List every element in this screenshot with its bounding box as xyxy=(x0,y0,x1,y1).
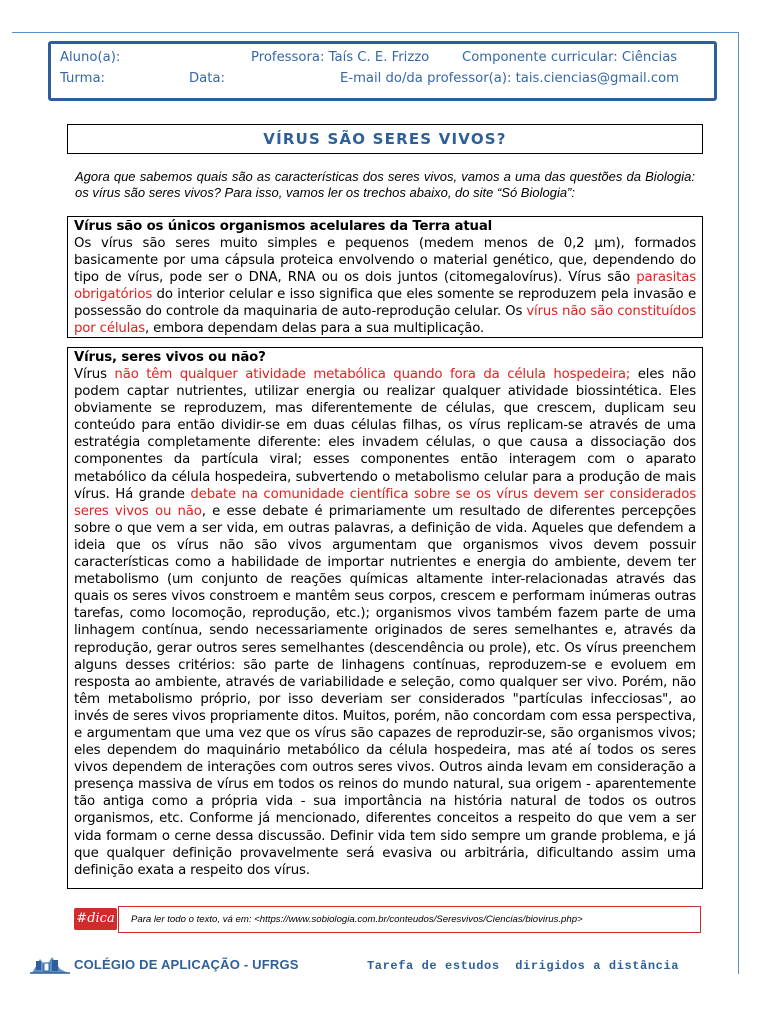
email-label: E-mail do/da professor(a): tais.ciencias@gmail.com xyxy=(340,71,680,86)
componente-label: Componente curricular: Ciências xyxy=(462,50,678,65)
professora-label: Professora: Taís C. E. Frizzo xyxy=(251,50,430,65)
school-logo-icon xyxy=(30,953,70,975)
intro-text: Agora que sabemos quais são as características dos seres vivos, vamos a uma das questões da Biologia: os vírus são seres vivos? Para isso, vamos ler os trechos abaixo, do site “Só Biologia”: xyxy=(75,169,695,200)
highlight-text: não têm qualquer atividade metabólica quando fora da célula hospedeira; xyxy=(114,367,631,382)
student-info-header xyxy=(48,41,717,101)
text-run: do interior celular e isso significa que eles somente se reproduzem pela invasão e possessão do controle da maquinaria de auto-reprodução celular. Os xyxy=(74,287,696,320)
data-label: Data: xyxy=(189,71,225,86)
top-rule xyxy=(12,32,738,33)
section-acelulares-heading: Vírus são os únicos organismos acelulares da Terra atual xyxy=(74,219,493,234)
section-seres-vivos-heading: Vírus, seres vivos ou não? xyxy=(74,350,266,365)
section-seres-vivos xyxy=(67,347,703,889)
dica-badge: #dica xyxy=(74,908,117,930)
turma-label: Turma: xyxy=(60,71,105,86)
aluno-label: Aluno(a): xyxy=(60,50,121,65)
section-acelulares xyxy=(67,216,703,338)
text-run: , embora dependam delas para a sua multiplicação. xyxy=(145,321,485,337)
section-acelulares-text xyxy=(74,235,696,338)
dica-link-text[interactable]: Para ler todo o texto, vá em: <https://www.sobiologia.com.br/conteudos/Seresvivos/Ciencias/biovirus.php> xyxy=(118,906,701,933)
section-seres-vivos-text xyxy=(74,366,696,879)
text-run: Vírus xyxy=(74,367,115,382)
highlight-text: vírus não são constituídos por células xyxy=(74,304,696,337)
title-box xyxy=(67,124,703,154)
right-rule xyxy=(738,32,739,974)
text-run: , e esse debate é primariamente um resultado de diferentes percepções sobre o que vem a ser vida, em outras palavras, a definição de vida. Aqueles que defendem a ideia que os vírus não são vivos argumentam que organismos vivos devem possuir características como a habilidade de importar nutrientes e energia do ambiente, devem ter metabolismo (um conjunto de reações químicas altamente inter-relacionadas através das quais os seres vivos constroem e mantêm seus corpos, crescem e performam inúmeras outras tarefas, como locomoção, reprodução, etc.); organismos vivos também fazem parte de uma linhagem contínua, sendo necessariamente originados de seres semelhantes e, através da reprodução, gerar outros seres semelhantes (descendência ou prole), etc. Os vírus preenchem alguns desses critérios: são parte de linhagens contínuas, reproduzem-se e evoluem em resposta ao ambiente, através de variabilidade e seleção, como qualquer ser vivo. Porém, não têm metabolismo próprio, por isso deveriam ser considerados "partículas infecciosas", ao invés de seres vivos propriamente ditos. Muitos, porém, não concordam com essa perspectiva, e argumentam que uma vez que os vírus são capazes de reproduzir-se, são organismos vivos; eles dependem do maquinário metabólico da célula hospedeira, mas até aí todos os seres vivos dependem de interações com outros seres vivos. Outros ainda levam em consideração a presença massiva de vírus em todos os reinos do mundo natural, sua origem - aparentemente tão antiga como a própria vida - sua importância na história natural de todos os outros organismos, etc. Conforme já mencionado, diferentes conceitos a respeito do que vem a ser vida formam o cerne dessa discussão. Definir vida tem sido sempre um grande problema, e já que qualquer definição provavelmente será evasiva ou arbitrária, dificultando assim uma definição exata a respeito dos vírus. xyxy=(74,503,696,878)
school-name: COLÉGIO DE APLICAÇÃO - UFRGS xyxy=(74,957,299,972)
highlight-text: debate na comunidade científica sobre se os vírus devem ser considerados seres vivos ou não xyxy=(74,486,696,519)
footer-caption: Tarefa de estudos dirigidos a distância xyxy=(367,959,680,973)
text-run: eles não podem captar nutrientes, utilizar energia ou realizar qualquer atividade biossintética. Eles obviamente se reproduzem, mas diferentemente de células, que crescem, duplicam seu conteúdo para então dividir-se em duas células filhas, os vírus replicam-se através de uma estratégia completamente diferente: eles invadem células, o que causa a dissociação dos componentes da partícula viral; esses componentes então interagem com o aparato metabólico da célula hospedeira, subvertendo o metabolismo celular para a produção de mais vírus. Há grande xyxy=(74,367,696,502)
highlight-text: parasitas obrigatórios xyxy=(74,270,696,303)
page-title: VÍRUS SÃO SERES VIVOS? xyxy=(263,130,507,148)
text-run: Os vírus são seres muito simples e pequenos (medem menos de 0,2 µm), formados basicamente por uma cápsula proteica envolvendo o material genético, que, dependendo do tipo de vírus, pode ser o DNA, RNA ou os dois juntos (citomegalovírus). Vírus são xyxy=(74,236,696,286)
